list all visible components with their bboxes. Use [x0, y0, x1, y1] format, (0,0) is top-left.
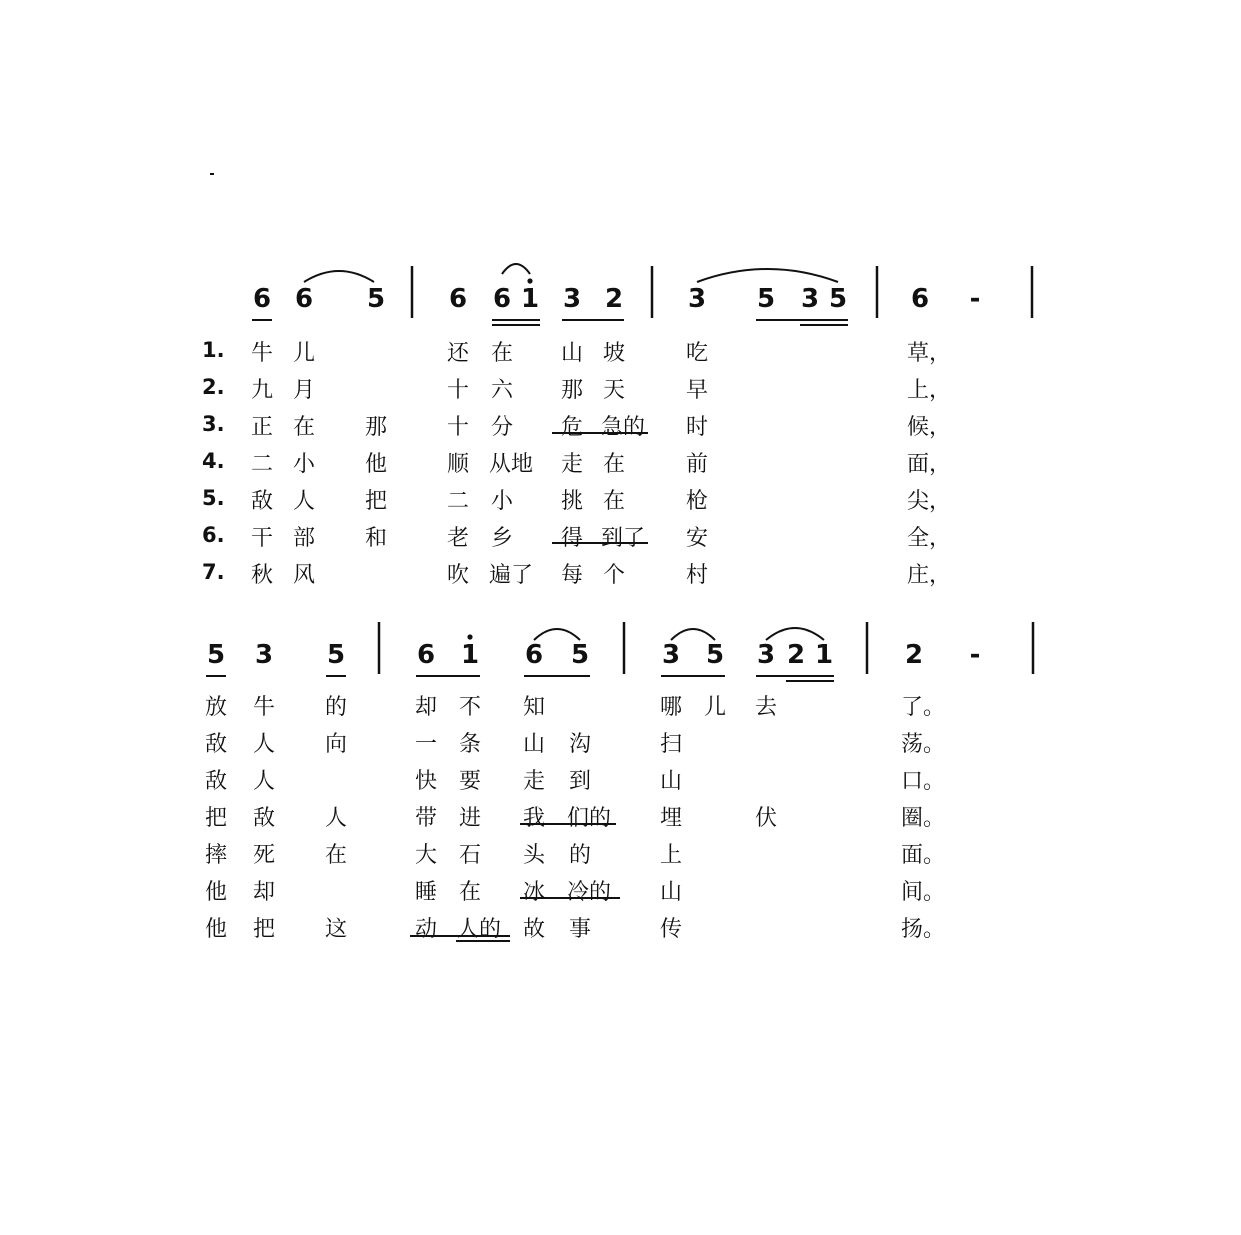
lyric-syllable: 山 [659, 880, 682, 905]
lyric-syllable: 埋 [659, 806, 682, 831]
lyric-syllable: 把 [204, 806, 227, 831]
lyric-syllable: 知 [522, 695, 545, 720]
slur [671, 629, 715, 640]
verse-number: 5. [202, 486, 225, 510]
lyric-syllable: 安 [685, 526, 708, 551]
lyric-syllable: 的 [568, 843, 591, 868]
lyric-syllable: 到了 [601, 526, 646, 551]
lyric-syllable: 间。 [901, 880, 946, 905]
lyric-syllable: 的 [324, 695, 347, 720]
lyric-syllable: 敌 [250, 489, 273, 514]
lyric-syllable: 分 [490, 415, 513, 440]
lyric-syllable: 死 [252, 843, 275, 868]
lyric-syllable: 时 [685, 415, 708, 440]
jianpu-note: 6 [524, 640, 544, 670]
lyric-syllable: 带 [414, 806, 437, 831]
lyric-syllable: 扫 [659, 732, 682, 757]
lyric-syllable: 伏 [754, 806, 777, 831]
lyric-syllable: 面。 [901, 843, 946, 868]
lyric-syllable: 人 [324, 806, 347, 831]
lyric-syllable: 风 [292, 563, 315, 588]
jianpu-note: 6 [416, 640, 436, 670]
jianpu-note: 5 [326, 640, 346, 670]
lyric-syllable: 传 [659, 917, 682, 942]
lyric-syllable: 草， [907, 341, 952, 366]
lyric-syllable: 敌 [252, 806, 275, 831]
lyric-syllable: 口。 [901, 769, 946, 794]
lyric-syllable: 山 [522, 732, 545, 757]
jianpu-note: 6 [492, 284, 512, 314]
jianpu-note: 2 [604, 284, 624, 314]
lyric-syllable: 冷的 [567, 880, 612, 905]
lyric-syllable: 尖， [907, 489, 952, 514]
lyric-syllable: 顺 [446, 452, 469, 477]
lyric-syllable: 把 [364, 489, 387, 514]
lyric-syllable: 小 [292, 452, 315, 477]
lyric-syllable: 吃 [685, 341, 708, 366]
lyric-syllable: 山 [659, 769, 682, 794]
jianpu-note: 3 [661, 640, 681, 670]
jianpu-note: 2 [786, 640, 806, 670]
lyric-syllable: 牛 [250, 341, 273, 366]
lyric-syllable: 大 [414, 843, 437, 868]
lyric-syllable: 却 [252, 880, 275, 905]
jianpu-note: 3 [254, 640, 274, 670]
jianpu-note: 1 [520, 284, 540, 314]
lyric-syllable: 摔 [204, 843, 227, 868]
lyric-syllable: 干 [250, 526, 273, 551]
lyric-syllable: 全， [907, 526, 952, 551]
lyric-syllable: 那 [560, 378, 583, 403]
lyric-syllable: 故 [522, 917, 545, 942]
lyric-syllable: 秋 [250, 563, 273, 588]
lyric-syllable: 每 [560, 563, 583, 588]
lyric-syllable: 那 [364, 415, 387, 440]
slur [534, 629, 580, 640]
lyric-syllable: 候， [907, 415, 952, 440]
jianpu-note: 3 [756, 640, 776, 670]
lyric-syllable: 向 [324, 732, 347, 757]
lyric-syllable: 遍了 [489, 563, 534, 588]
lyric-syllable: 坡 [602, 341, 625, 366]
lyric-syllable: 在 [458, 880, 481, 905]
lyric-syllable: 动 [414, 917, 437, 942]
lyric-syllable: 牛 [252, 695, 275, 720]
lyric-syllable: 从地 [489, 452, 534, 477]
jianpu-note: 1 [460, 640, 480, 670]
lyric-syllable: 在 [490, 341, 513, 366]
lyric-syllable: 挑 [560, 489, 583, 514]
lyric-syllable: 他 [204, 917, 227, 942]
lyric-syllable: 不 [458, 695, 481, 720]
lyric-syllable: 他 [364, 452, 387, 477]
lyric-syllable: 这 [324, 917, 347, 942]
lyric-syllable: 他 [204, 880, 227, 905]
slur [766, 628, 824, 640]
verse-number: 2. [202, 375, 225, 399]
lyric-syllable: 人 [292, 489, 315, 514]
jianpu-note: 6 [252, 284, 272, 314]
lyric-syllable: 村 [685, 563, 708, 588]
jianpu-note: 5 [570, 640, 590, 670]
lyric-syllable: 在 [324, 843, 347, 868]
lyric-syllable: 沟 [568, 732, 591, 757]
lyric-syllable: 十 [446, 415, 469, 440]
jianpu-note: 3 [800, 284, 820, 314]
lyric-syllable: 急的 [601, 415, 646, 440]
verse-number: 4. [202, 449, 225, 473]
lyric-syllable: 却 [414, 695, 437, 720]
lyric-syllable: 走 [560, 452, 583, 477]
lyric-syllable: 事 [568, 917, 591, 942]
slur [304, 271, 374, 282]
lyric-syllable: 个 [602, 563, 625, 588]
jianpu-note: 2 [904, 640, 924, 670]
lyric-syllable: 石 [458, 843, 481, 868]
lyric-syllable: 儿 [703, 695, 726, 720]
lyric-syllable: 上 [659, 843, 682, 868]
lyric-syllable: 正 [250, 415, 273, 440]
lyric-syllable: 在 [602, 452, 625, 477]
octave-dot [527, 278, 532, 283]
lyric-syllable: 们的 [567, 806, 612, 831]
lyric-syllable: 小 [490, 489, 513, 514]
jianpu-note: 5 [366, 284, 386, 314]
lyric-syllable: 枪 [685, 489, 708, 514]
lyric-syllable: 二 [250, 452, 273, 477]
lyric-syllable: 二 [446, 489, 469, 514]
lyric-syllable: 敌 [204, 732, 227, 757]
lyric-syllable: 山 [560, 341, 583, 366]
lyric-syllable: 六 [490, 378, 513, 403]
jianpu-note: 1 [814, 640, 834, 670]
lyric-syllable: 人 [252, 732, 275, 757]
lyric-syllable: 得 [560, 526, 583, 551]
lyric-syllable: 快 [414, 769, 437, 794]
slur [697, 269, 838, 282]
jianpu-note: 5 [828, 284, 848, 314]
lyric-syllable: 上， [907, 378, 952, 403]
lyric-syllable: 去 [754, 695, 777, 720]
lyric-syllable: 要 [458, 769, 481, 794]
lyric-syllable: 头 [522, 843, 545, 868]
lyric-syllable: 吹 [446, 563, 469, 588]
lyric-syllable: 我 [522, 806, 545, 831]
verse-number: 6. [202, 523, 225, 547]
lyric-syllable: 月 [292, 378, 315, 403]
jianpu-note: 5 [756, 284, 776, 314]
jianpu-note: 3 [687, 284, 707, 314]
lyric-syllable: 面， [907, 452, 952, 477]
jianpu-note: - [969, 284, 981, 314]
lyric-syllable: 前 [685, 452, 708, 477]
lyric-syllable: 老 [446, 526, 469, 551]
lyric-syllable: 庄， [907, 563, 952, 588]
lyric-syllable: 扬。 [901, 917, 946, 942]
lyric-syllable: 乡 [490, 526, 513, 551]
lyric-syllable: 天 [602, 378, 625, 403]
lyric-syllable: 哪 [659, 695, 682, 720]
lyric-syllable: 进 [458, 806, 481, 831]
lyric-syllable: 圈。 [901, 806, 946, 831]
lyric-syllable: 九 [250, 378, 273, 403]
lyric-syllable: 睡 [414, 880, 437, 905]
lyric-syllable: 儿 [292, 341, 315, 366]
lyric-syllable: 人 [252, 769, 275, 794]
verse-number: 3. [202, 412, 225, 436]
jianpu-note: 6 [448, 284, 468, 314]
lyric-syllable: 在 [602, 489, 625, 514]
lyric-syllable: 把 [252, 917, 275, 942]
lyric-syllable: 十 [446, 378, 469, 403]
lyric-syllable: 人的 [457, 917, 502, 942]
verse-number: 1. [202, 338, 225, 362]
verse-number: 7. [202, 560, 225, 584]
jianpu-note: 5 [705, 640, 725, 670]
lyric-syllable: 还 [446, 341, 469, 366]
lyric-syllable: 荡。 [901, 732, 946, 757]
jianpu-note: 6 [910, 284, 930, 314]
lyric-syllable: 走 [522, 769, 545, 794]
lyric-syllable: 部 [292, 526, 315, 551]
lyric-syllable: 到 [568, 769, 591, 794]
jianpu-note: 3 [562, 284, 582, 314]
lyric-syllable: 在 [292, 415, 315, 440]
lyric-syllable: 早 [685, 378, 708, 403]
jianpu-note: 6 [294, 284, 314, 314]
lyric-syllable: 和 [364, 526, 387, 551]
lyric-syllable: 危 [560, 415, 583, 440]
lyric-syllable: 条 [458, 732, 481, 757]
slur [502, 264, 530, 274]
jianpu-note: 5 [206, 640, 226, 670]
octave-dot [467, 634, 472, 639]
lyric-syllable: 了。 [901, 695, 946, 720]
lyric-syllable: 冰 [522, 880, 545, 905]
lyric-syllable: 敌 [204, 769, 227, 794]
lyric-syllable: 放 [204, 695, 227, 720]
jianpu-note: - [969, 640, 981, 670]
lyric-syllable: 一 [414, 732, 437, 757]
